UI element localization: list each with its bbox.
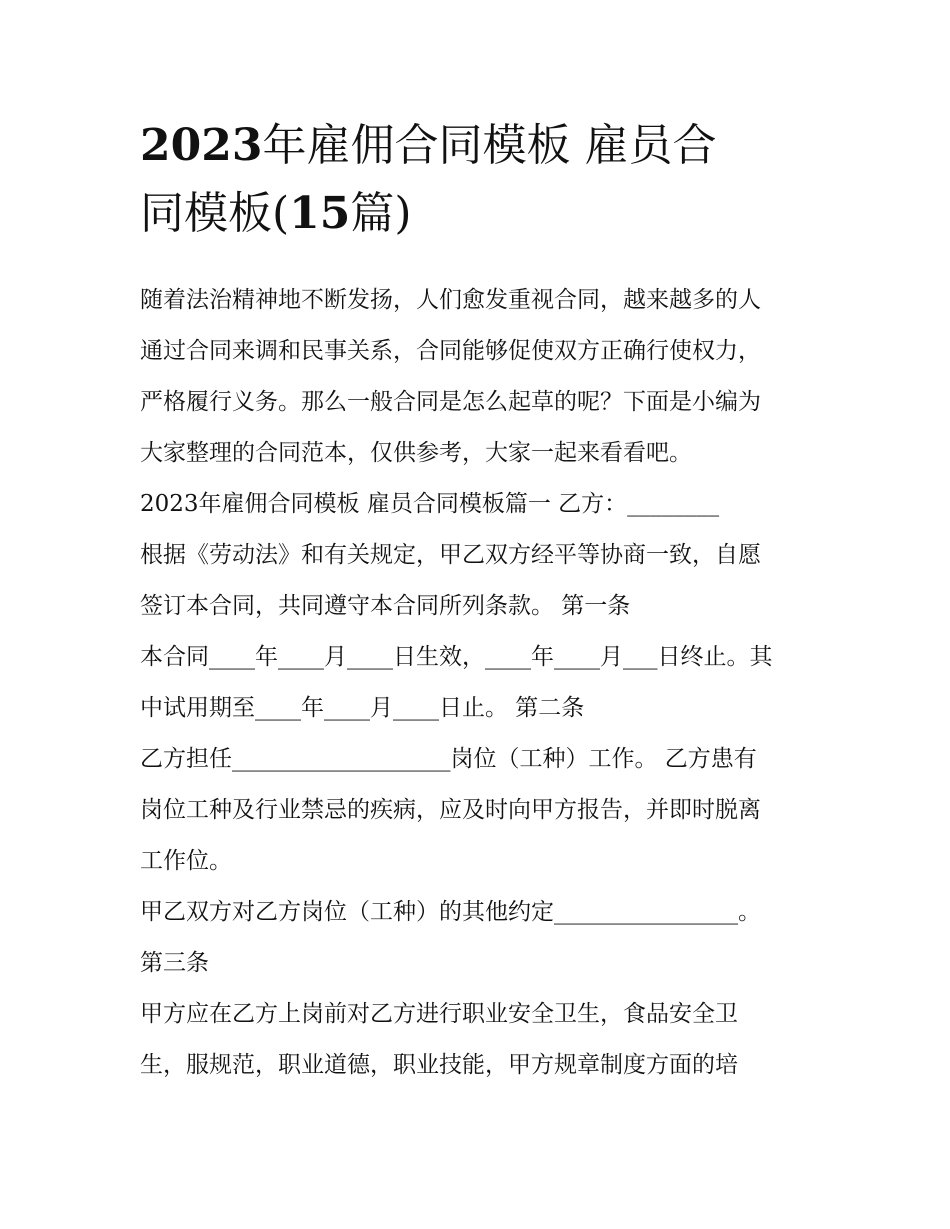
body-line: 严格履行义务。那么一般合同是怎么起草的呢？下面是小编为 bbox=[140, 389, 761, 415]
title-year: 2023 bbox=[140, 120, 263, 171]
body-line: 随着法治精神地不断发扬，人们愈发重视合同，越来越多的人 bbox=[140, 287, 761, 313]
body-line: 工作位。 bbox=[140, 848, 232, 874]
document-body bbox=[140, 277, 820, 1093]
title-count: 15 bbox=[289, 188, 351, 239]
body-line: 岗位工种及行业禁忌的疾病，应及时向甲方报告，并即时脱离 bbox=[140, 797, 761, 823]
body-line: 生，服规范，职业道德，职业技能，甲方规章制度方面的培 bbox=[140, 1052, 738, 1078]
body-line: 2023年雇佣合同模板 雇员合同模板篇一 乙方：________ bbox=[140, 491, 720, 517]
title-text-2: 同模板( bbox=[140, 188, 290, 239]
body-line: 通过合同来调和民事关系，合同能够促使双方正确行使权力， bbox=[140, 338, 761, 364]
body-line: 大家整理的合同范本，仅供参考，大家一起来看看吧。 bbox=[140, 440, 692, 466]
body-line: 根据《劳动法》和有关规定，甲乙双方经平等协商一致，自愿 bbox=[140, 542, 761, 568]
title-line-2 bbox=[140, 180, 820, 248]
body-line: 乙方担任___________________岗位（工种）工作。 乙方患有 bbox=[140, 746, 757, 772]
title-text-1: 年雇佣合同模板 雇员合 bbox=[262, 120, 717, 171]
title-line-1 bbox=[140, 112, 820, 180]
body-line: 第三条 bbox=[140, 950, 209, 976]
body-line: 甲方应在乙方上岗前对乙方进行职业安全卫生，食品安全卫 bbox=[140, 1001, 738, 1027]
body-line: 中试用期至____年____月____日止。 第二条 bbox=[140, 695, 585, 721]
body-line: 本合同____年____月____日生效，____年____月___日终止。其 bbox=[140, 644, 773, 670]
body-line: 签订本合同，共同遵守本合同所列条款。 第一条 bbox=[140, 593, 631, 619]
body-line: 甲乙双方对乙方岗位（工种）的其他约定________________。 bbox=[140, 899, 761, 925]
document-title bbox=[140, 112, 820, 248]
title-text-3: 篇) bbox=[350, 188, 412, 239]
